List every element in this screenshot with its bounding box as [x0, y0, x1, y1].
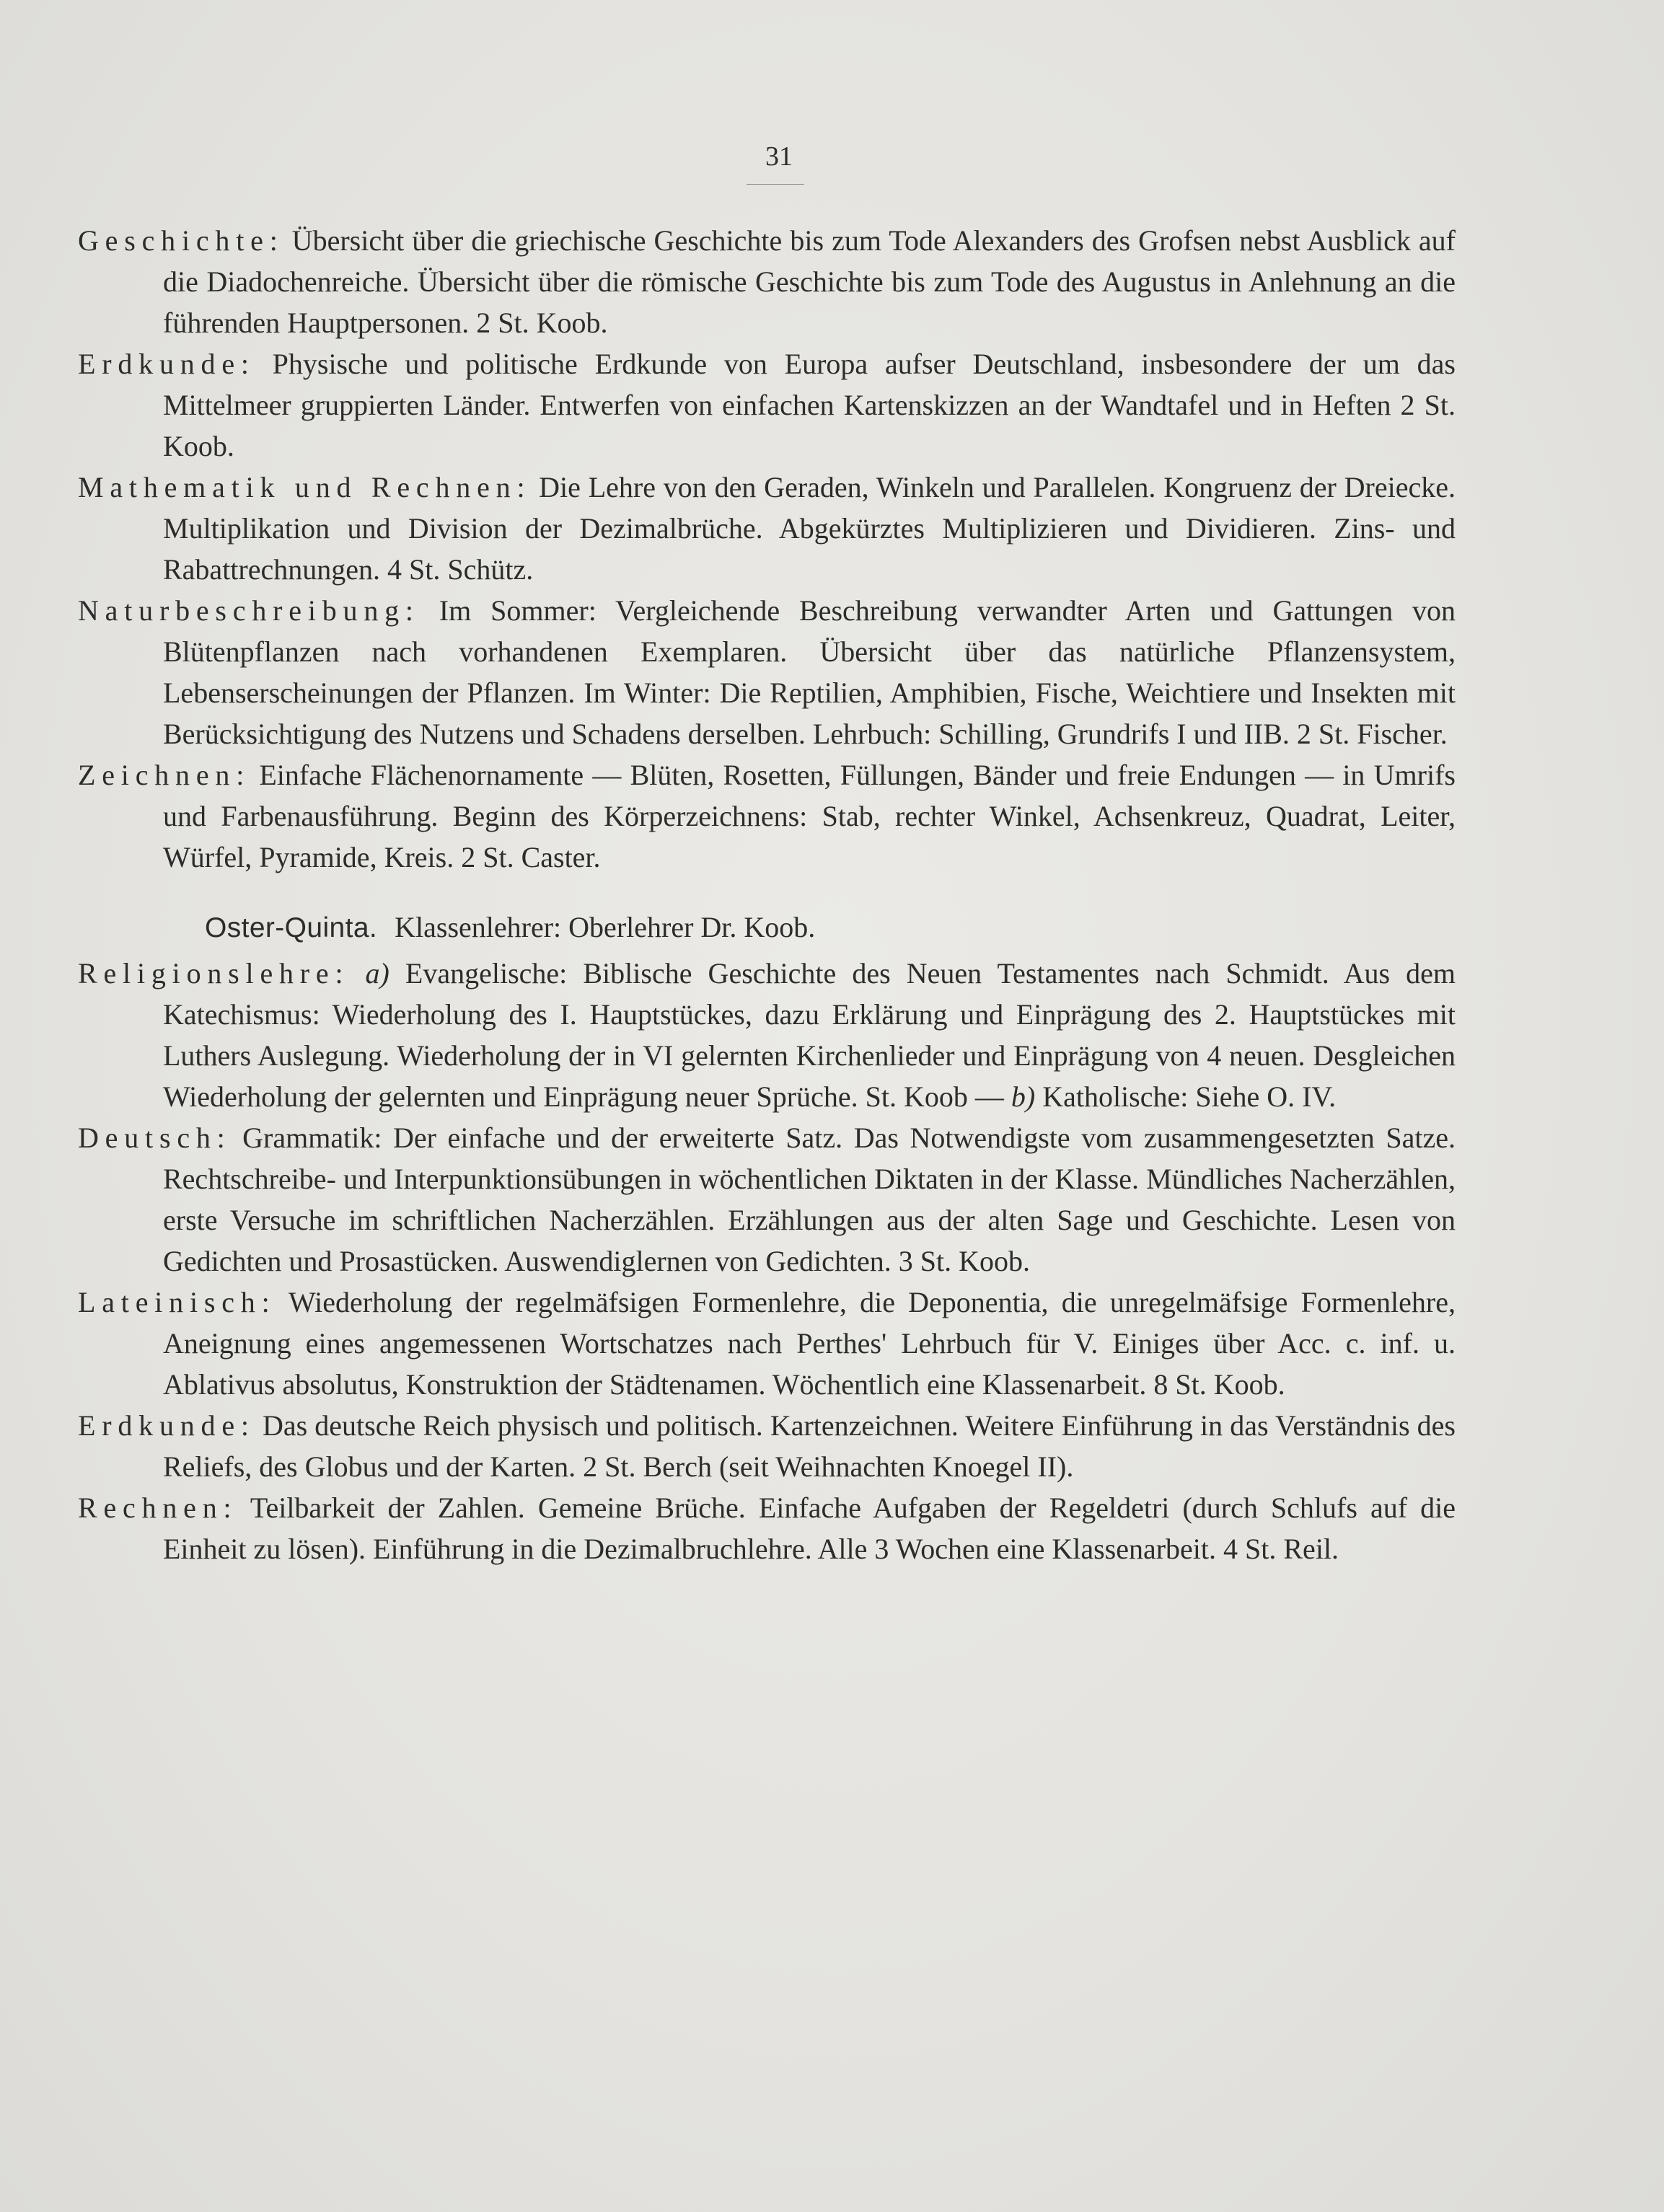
- page-number: 31: [765, 141, 793, 172]
- entry-text: Die Lehre von den Geraden, Winkeln und Parallelen. Kongruenz der Dreiecke. Multiplikation und Division der Dezimalbrüche. Abgekürztes Multiplizieren und Dividieren. Zins- und Rabattrechnungen. 4 St. Schütz.: [163, 471, 1456, 586]
- entry-label: Religionslehre:: [78, 957, 350, 990]
- entry-rechnen: [78, 1487, 1456, 1569]
- entry-text: Das deutsche Reich physisch und politisch. Kartenzeichnen. Weitere Einführung in das Verständnis des Reliefs, des Globus und der Karten. 2 St. Berch (seit Weihnachten Knoegel II).: [163, 1409, 1456, 1483]
- entry-label: Geschichte:: [78, 224, 284, 257]
- entry-erdkunde-quinta: [78, 1405, 1456, 1487]
- page-body: [78, 220, 1456, 1569]
- entry-text: Physische und politische Erdkunde von Europa aufser Deutschland, insbesondere der um das Mittelmeer gruppierten Länder. Entwerfen von einfachen Kartenskizzen an der Wandtafel und in Heften 2 St. Koob.: [163, 348, 1456, 462]
- entry-mathematik: [78, 467, 1456, 590]
- entry-text-b: Katholische: Siehe O. IV.: [1035, 1080, 1337, 1113]
- entry-deutsch: [78, 1117, 1456, 1282]
- entry-text-a: Evangelische: Biblische Geschichte des Neuen Testamentes nach Schmidt. Aus dem Katechismus: Wiederholung des I. Hauptstückes, dazu Erklärung und Einprägung des 2. Hauptstückes mit Luthers Auslegung. Wiederholung der in VI gelernten Kirchenlieder und Einprägung von 4 neuen. Desgleichen Wiederholung der gelernten und Einprägung neuer Sprüche. St. Koob —: [163, 957, 1456, 1113]
- entry-label: Erdkunde:: [78, 1409, 255, 1442]
- page-number-rule: [747, 184, 804, 185]
- entry-naturbeschreibung: [78, 590, 1456, 754]
- section-title: Oster-Quinta.: [205, 912, 378, 943]
- section-subtitle: Klassenlehrer: Oberlehrer Dr. Koob.: [395, 911, 816, 943]
- entry-mark-a: a): [365, 957, 389, 990]
- entry-text: Grammatik: Der einfache und der erweiterte Satz. Das Notwendigste vom zusammengesetzten Satze. Rechtschreibe- und Interpunktionsübungen in wöchentlichen Diktaten in der Klasse. Mündliches Nacherzählen, erste Versuche im schriftlichen Nacherzählen. Erzählungen aus der alten Sage und Geschichte. Lesen von Gedichten und Prosastücken. Auswendiglernen von Gedichten. 3 St. Koob.: [163, 1122, 1456, 1277]
- entry-label: Rechnen:: [78, 1491, 238, 1524]
- entry-text: Wiederholung der regelmäfsigen Formenlehre, die Deponentia, die unregelmäfsige Formenlehre, Aneignung eines angemessenen Wortschatzes nach Perthes' Lehrbuch für V. Einiges über Acc. c. inf. u. Ablativus absolutus, Konstruktion der Städtenamen. Wöchentlich eine Klassenarbeit. 8 St. Koob.: [163, 1286, 1456, 1401]
- entry-label: Naturbeschreibung:: [78, 594, 420, 627]
- entry-lateinisch: [78, 1282, 1456, 1405]
- entry-label: Zeichnen:: [78, 759, 251, 791]
- entry-geschichte: [78, 220, 1456, 343]
- entry-label: Lateinisch:: [78, 1286, 276, 1318]
- entry-zeichnen: [78, 754, 1456, 878]
- section-heading: [78, 907, 1456, 948]
- entry-label: Erdkunde:: [78, 348, 255, 380]
- entry-label: Mathematik und Rechnen:: [78, 471, 532, 503]
- entry-mark-b: b): [1011, 1080, 1036, 1113]
- entry-label: Deutsch:: [78, 1122, 232, 1154]
- entry-text: Im Sommer: Vergleichende Beschreibung verwandter Arten und Gattungen von Blütenpflanzen nach vorhandenen Exemplaren. Übersicht über das natürliche Pflanzensystem, Lebenserscheinungen der Pflanzen. Im Winter: Die Reptilien, Amphibien, Fische, Weichtiere und Insekten mit Berücksichtigung des Nutzens und Schadens derselben. Lehrbuch: Schilling, Grundrifs I und IIB. 2 St. Fischer.: [163, 594, 1456, 750]
- entry-erdkunde: [78, 343, 1456, 467]
- entry-text: Einfache Flächenornamente — Blüten, Rosetten, Füllungen, Bänder und freie Endungen — in Umrifs und Farbenausführung. Beginn des Körperzeichnens: Stab, rechter Winkel, Achsenkreuz, Quadrat, Leiter, Würfel, Pyramide, Kreis. 2 St. Caster.: [163, 759, 1456, 873]
- entry-text: Übersicht über die griechische Geschichte bis zum Tode Alexanders des Grofsen nebst Ausblick auf die Diadochenreiche. Übersicht über die römische Geschichte bis zum Tode des Augustus in Anlehnung an die führenden Hauptpersonen. 2 St. Koob.: [163, 224, 1456, 339]
- entry-text: Teilbarkeit der Zahlen. Gemeine Brüche. Einfache Aufgaben der Regeldetri (durch Schlufs auf die Einheit zu lösen). Einführung in die Dezimalbruchlehre. Alle 3 Wochen eine Klassenarbeit. 4 St. Reil.: [163, 1491, 1456, 1565]
- entry-religionslehre: [78, 953, 1456, 1117]
